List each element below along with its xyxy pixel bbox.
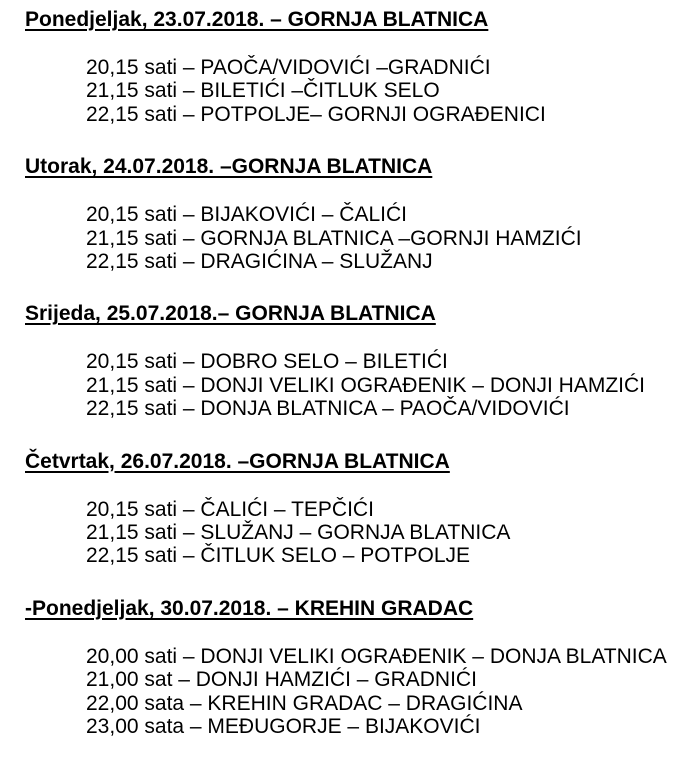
match-line: 22,00 sata – KREHIN GRADAC – DRAGIĆINA <box>86 691 523 715</box>
day-heading: Četvrtak, 26.07.2018. –GORNJA BLATNICA <box>25 449 450 473</box>
match-line: 22,15 sati – ČITLUK SELO – POTPOLJE <box>86 544 470 568</box>
match-line: 23,00 sata – MEĐUGORJE – BIJAKOVIĆI <box>86 715 481 739</box>
match-line: 22,15 sati – DRAGIĆINA – SLUŽANJ <box>86 250 433 274</box>
schedule-section-thursday-26-07 <box>0 450 700 568</box>
schedule-section-wednesday-25-07 <box>0 302 700 420</box>
match-line: 21,15 sati – BILETIĆI –ČITLUK SELO <box>86 79 440 103</box>
match-line: 21,15 sati – SLUŽANJ – GORNJA BLATNICA <box>86 521 511 545</box>
match-line: 21,00 sat – DONJI HAMZIĆI – GRADNIĆI <box>86 668 477 692</box>
match-line: 20,15 sati – ČALIĆI – TEPČIĆI <box>86 497 374 521</box>
day-heading: -Ponedjeljak, 30.07.2018. – KREHIN GRADAC <box>25 596 474 620</box>
day-heading: Ponedjeljak, 23.07.2018. – GORNJA BLATNICA <box>25 8 489 31</box>
day-heading: Srijeda, 25.07.2018.– GORNJA BLATNICA <box>25 302 436 326</box>
match-line: 20,15 sati – BIJAKOVIĆI – ČALIĆI <box>86 203 407 227</box>
match-line: 22,15 sati – POTPOLJE– GORNJI OGRAĐENICI <box>86 102 546 126</box>
schedule-section-tuesday-24-07 <box>0 155 700 273</box>
match-line: 21,15 sati – DONJI VELIKI OGRAĐENIK – DONJI HAMZIĆI <box>86 373 645 397</box>
match-line: 22,15 sati – DONJA BLATNICA – PAOČA/VIDOVIĆI <box>86 397 570 421</box>
match-line: 20,00 sati – DONJI VELIKI OGRAĐENIK – DONJA BLATNICA <box>86 644 667 668</box>
match-line: 20,15 sati – PAOČA/VIDOVIĆI –GRADNIĆI <box>86 56 491 79</box>
match-line: 21,15 sati – GORNJA BLATNICA –GORNJI HAMZIĆI <box>86 226 582 250</box>
match-line: 20,15 sati – DOBRO SELO – BILETIĆI <box>86 350 448 374</box>
schedule-section-monday-23-07 <box>0 8 700 126</box>
day-heading: Utorak, 24.07.2018. –GORNJA BLATNICA <box>25 155 433 179</box>
schedule-section-monday-30-07 <box>0 597 700 739</box>
